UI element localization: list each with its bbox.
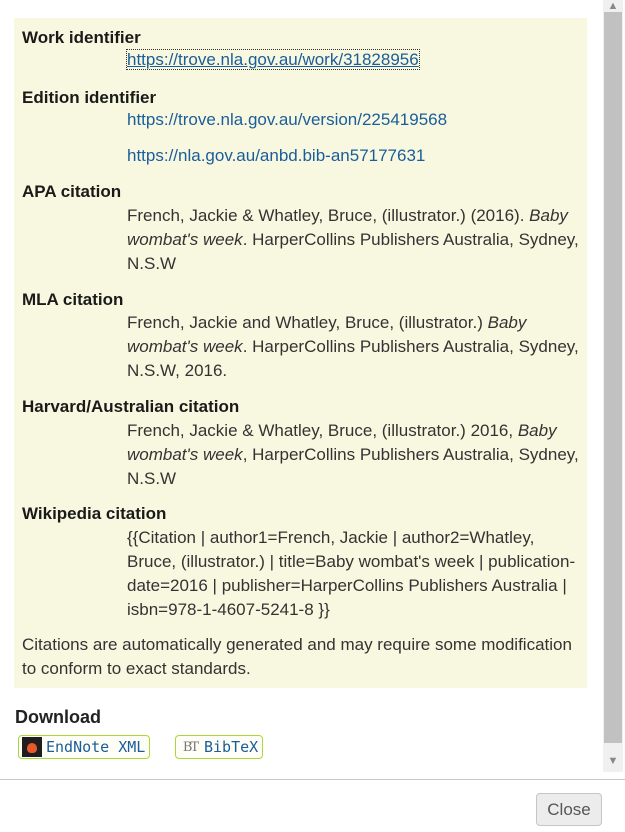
harvard-citation-text [127, 419, 582, 491]
mla-citation-title: Baby wombat's week [127, 313, 527, 356]
apa-citation-text [127, 204, 582, 276]
harvard-citation-post: , HarperCollins Publishers Australia, Sydney, N.S.W [127, 445, 579, 488]
apa-citation-title: Baby wombat's week [127, 206, 568, 249]
edition-identifier-label: Edition identifier [22, 88, 157, 107]
citation-panel [14, 18, 587, 688]
download-title: Download [15, 707, 101, 727]
apa-citation-pre: French, Jackie & Whatley, Bruce, (illustrator.) (2016). [127, 206, 530, 225]
citation-disclaimer: Citations are automatically generated and may require some modification to conform to exact standards. [22, 635, 572, 678]
work-identifier-link[interactable]: https://trove.nla.gov.au/work/31828956 [127, 50, 419, 69]
mla-citation-label: MLA citation [22, 290, 124, 309]
edition-identifier-link-1[interactable]: https://trove.nla.gov.au/version/225419568 [127, 110, 448, 129]
apa-citation-post: . HarperCollins Publishers Australia, Sydney, N.S.W [127, 230, 579, 273]
work-identifier-value [127, 48, 582, 72]
bibtex-button[interactable] [175, 735, 263, 759]
edition-identifier-link-2[interactable]: https://nla.gov.au/anbd.bib-an57177631 [127, 146, 426, 165]
close-button[interactable]: Close [536, 793, 602, 826]
scrollbar-thumb[interactable] [604, 12, 622, 743]
scroll-down-arrow-icon[interactable]: ▼ [607, 755, 619, 767]
endnote-xml-label: EndNote XML [46, 738, 146, 756]
mla-citation-post: . HarperCollins Publishers Australia, Sydney, N.S.W, 2016. [127, 337, 579, 380]
mla-citation-pre: French, Jackie and Whatley, Bruce, (illustrator.) [127, 313, 488, 332]
bibtex-label: BibTeX [204, 738, 259, 756]
footer-divider [0, 779, 625, 780]
bibtex-icon: BT [182, 739, 198, 755]
edition-identifier-value-2 [127, 144, 582, 168]
apa-citation-label: APA citation [22, 182, 122, 201]
endnote-xml-button[interactable] [18, 735, 150, 759]
harvard-citation-title: Baby wombat's week [127, 421, 557, 464]
endnote-icon [22, 737, 42, 757]
edition-identifier-value-1 [127, 108, 582, 132]
wikipedia-citation-label: Wikipedia citation [22, 504, 167, 523]
harvard-citation-pre: French, Jackie & Whatley, Bruce, (illustrator.) 2016, [127, 421, 518, 440]
scroll-up-arrow-icon[interactable]: ▲ [607, 0, 619, 12]
wikipedia-citation-text: {{Citation | author1=French, Jackie | author2=Whatley, Bruce, (illustrator.) | title=Baby wombat's week | publication-date=2016 | publisher=HarperCollins Publishers Australia | isbn=978-1-4607-5241-8 }} [127, 528, 576, 619]
vertical-scrollbar[interactable] [603, 0, 623, 772]
work-identifier-label: Work identifier [22, 28, 141, 47]
mla-citation-text [127, 311, 582, 383]
harvard-citation-label: Harvard/Australian citation [22, 397, 240, 416]
